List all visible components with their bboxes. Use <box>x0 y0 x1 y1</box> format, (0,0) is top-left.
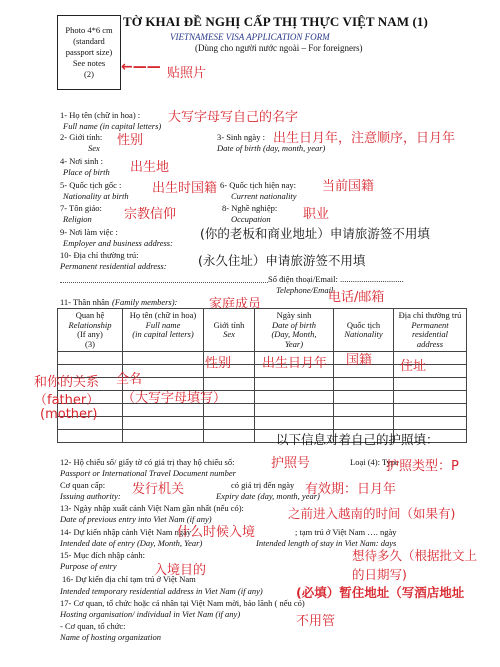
field-host-org-label-en: Name of hosting organization <box>60 632 161 642</box>
note-host: 不用管 <box>296 614 336 629</box>
note-relationship: 和你的关系 <box>34 375 100 390</box>
field-sex-label-en: Sex <box>88 143 100 153</box>
note-nationality-birth: 出生时国籍 <box>152 181 218 196</box>
note-purpose: 入境目的 <box>154 563 207 578</box>
field-nationality-birth-label: 5- Quốc tịch gốc : <box>60 180 122 190</box>
field-pob-label: 4- Nơi sinh : <box>60 156 103 166</box>
field-stay-label-en: Intended length of stay in Viet Nam: days <box>256 538 397 548</box>
field-nationality-current-label-en: Current nationality <box>231 191 297 201</box>
field-employer-label-en: Employer and business address: <box>63 238 173 248</box>
field-phone-label-en: Telephone/Email <box>276 285 334 295</box>
address-dotted-line <box>60 282 268 283</box>
note-entry-date: 什么时候入境 <box>177 525 256 540</box>
note-pob: 出生地 <box>130 160 170 175</box>
field-employer-label: 9- Nơi làm việc : <box>60 227 118 237</box>
field-pob-label-en: Place of birth <box>63 167 110 177</box>
photo-arrow-icon: ←—— <box>121 59 161 75</box>
field-previous-entry-label: 13- Ngày nhập xuất cảnh Việt Nam gần nhất (nếu có): <box>60 503 244 513</box>
field-expiry-label: có giá trị đến ngày <box>231 480 295 490</box>
field-purpose-label-en: Purpose of entry <box>60 561 117 571</box>
field-temp-address-label-en: Intended temporary residential address in Viet Nam (if any) <box>60 586 263 596</box>
field-entry-date-label: 14- Dự kiến nhập cảnh Việt Nam ngày <box>60 527 192 537</box>
photo-box <box>57 15 121 90</box>
note-religion: 宗教信仰 <box>124 207 177 222</box>
field-host-label-en: Hosting organisation/ individual in Viet Nam (if any) <box>60 609 241 619</box>
col-full-name: Họ tên (chữ in hoa) Full name (in capital letters) <box>123 309 204 352</box>
table-row <box>58 404 467 417</box>
field-occupation-label-en: Occupation <box>231 214 271 224</box>
field-stay-label: ; tạm trú ở Việt Nam …. ngày <box>295 527 397 537</box>
table-row <box>58 417 467 430</box>
form-subtitle-vi: (Dùng cho người nước ngoài – For foreigners) <box>195 43 363 53</box>
form-subtitle: VIETNAMESE VISA APPLICATION FORM <box>170 32 330 42</box>
note-issuer: 发行机关 <box>132 482 185 497</box>
note-passport-info: 以下信息对着自己的护照填： <box>276 432 439 447</box>
field-phone-label: Số điện thoại/Email: .............................. <box>268 274 404 284</box>
field-dob-label-en: Date of birth (day, month, year) <box>217 143 326 153</box>
photo-passport-text: passport size) <box>65 47 113 57</box>
form-title: TỜ KHAI ĐỀ NGHỊ CẤP THỊ THỰC VIỆT NAM (1) <box>123 14 428 29</box>
field-temp-address-label: 16- Dự kiến địa chỉ tạm trú ở Việt Nam <box>62 574 196 584</box>
field-dob-label: 3- Sinh ngày : <box>217 132 265 142</box>
note-dob: 出生日月年，注意顺序，日月年 <box>273 131 456 146</box>
field-religion-label-en: Religion <box>63 214 92 224</box>
note-address: (永久住址）申请旅游签不用填 <box>198 253 366 268</box>
photo-notes-text: See notes <box>72 58 106 68</box>
note-occupation: 职业 <box>303 207 330 222</box>
note-name: 大写字母写自己的名字 <box>168 110 299 125</box>
col-relationship: Quan hệ Relationship (If any) (3) <box>58 309 123 352</box>
note-sex: 性别 <box>117 133 144 148</box>
field-passport-label-en: Passport or International Travel Document number <box>60 468 236 478</box>
field-occupation-label: 8- Nghề nghiệp: <box>222 203 278 213</box>
note-fullname: 全名 <box>116 372 143 387</box>
field-expiry-label-en: Expiry date (day, month, year) <box>216 491 320 501</box>
note-table-dob: 出生日月年 <box>262 356 328 371</box>
field-passport-label: 12- Hộ chiếu số/ giấy tờ có giá trị thay hộ chiếu số: <box>60 457 235 467</box>
note-stay-length-2: 的日期写) <box>352 567 407 582</box>
field-host-label: 17- Cơ quan, tổ chức hoặc cá nhân tại Việt Nam mời, bảo lãnh ( nếu có) <box>60 598 305 608</box>
field-previous-entry-label-en: Date of previous entry into Viet Nam (if any) <box>60 514 212 524</box>
note-previous-entry: 之前进入越南的时间（如果有) <box>288 506 456 521</box>
field-family-label: 11- Thân nhân <box>60 297 110 307</box>
note-passport-number: 护照号 <box>271 456 311 471</box>
field-sex-label: 2- Giới tính: <box>60 132 103 142</box>
note-table-sex: 性别 <box>205 356 232 371</box>
note-family: 家庭成员 <box>209 297 262 312</box>
note-employer: (你的老板和商业地址）申请旅游签不用填 <box>200 226 430 241</box>
photo-standard-text: (standard <box>73 36 105 46</box>
col-sex: Giới tính Sex <box>204 309 255 352</box>
table-header-row <box>58 309 467 352</box>
note-photo: 贴照片 <box>167 66 207 81</box>
field-address-label-en: Permanent residential address: <box>60 261 167 271</box>
field-family-label-en: (Family members): <box>112 297 178 307</box>
col-dob: Ngày sinh Date of birth (Day, Month, Year) <box>255 309 334 352</box>
table-row <box>58 391 467 404</box>
col-nationality: Quốc tịch Nationality <box>334 309 394 352</box>
note-stay-length: 想待多久（根据批文上 <box>352 548 478 563</box>
note-passport-type: 护照类型：P <box>386 459 459 474</box>
note-mother: (mother) <box>40 407 98 422</box>
field-issuer-label: Cơ quan cấp: <box>60 480 106 490</box>
photo-note-number: (2) <box>84 69 94 79</box>
field-nationality-birth-label-en: Nationality at birth <box>63 191 129 201</box>
field-nationality-current-label: 6- Quốc tịch hiện nay: <box>220 180 297 190</box>
field-full-name-label-en: Full name (in capital letters) <box>63 121 162 131</box>
field-passport-type-label: Loại (4): Type <box>350 457 399 467</box>
col-address: Địa chỉ thường trú Permanent residential address <box>394 309 467 352</box>
note-expiry: 有效期：日月年 <box>305 482 397 497</box>
field-purpose-label: 15- Mục đích nhập cảnh: <box>60 550 145 560</box>
note-table-address: 住址 <box>400 359 427 374</box>
note-father: （father） <box>34 393 100 408</box>
note-temp-address: (必填）暂住地址（写酒店地址 <box>296 585 465 600</box>
field-address-label: 10- Địa chỉ thường trú: <box>60 250 139 260</box>
field-religion-label: 7- Tôn giáo: <box>60 203 102 213</box>
photo-size-text: Photo 4*6 cm <box>65 25 113 35</box>
note-table-nationality: 国籍 <box>346 353 373 368</box>
field-issuer-label-en: Issuing authority: <box>60 491 121 501</box>
note-nationality-current: 当前国籍 <box>322 179 375 194</box>
note-phone: 电话/邮箱 <box>328 290 385 305</box>
field-host-org-label: - Cơ quan, tổ chức: <box>60 621 126 631</box>
field-entry-date-label-en: Intended date of entry (Day, Month, Year) <box>60 538 203 548</box>
field-full-name-label: 1- Họ tên (chữ in hoa) : <box>60 110 141 120</box>
note-capitals: （大写字母填写） <box>122 391 227 406</box>
